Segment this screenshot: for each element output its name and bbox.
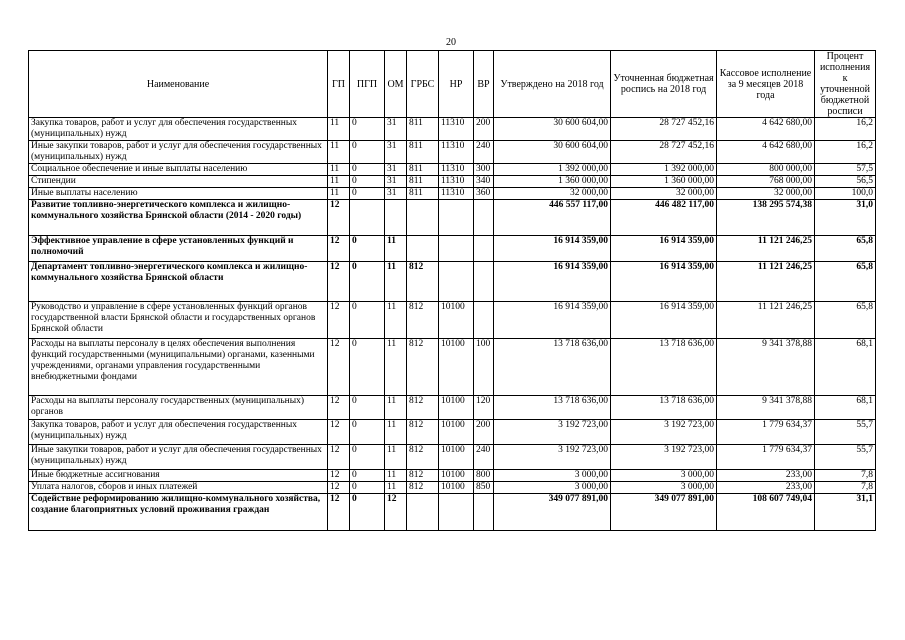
cell-name: Закупка товаров, работ и услуг для обеспечения государственных (муниципальных) нужд xyxy=(29,420,328,445)
cell-gp: 12 xyxy=(328,339,350,396)
cell-cash: 768 000,00 xyxy=(717,176,815,188)
cell-gp: 11 xyxy=(328,176,350,188)
cell-approved: 1 392 000,00 xyxy=(494,164,611,176)
col-header-name: Наименование xyxy=(29,51,328,118)
cell-percent: 68,1 xyxy=(815,339,876,396)
cell-refined: 446 482 117,00 xyxy=(611,200,717,236)
cell-pgp: 0 xyxy=(350,302,385,339)
cell-pgp: 0 xyxy=(350,396,385,420)
cell-name: Расходы на выплаты персоналу в целях обеспечения выполнения функций государственными (муниципальными) органами, казенными учреждениями, органами управления государственными внебюджетными фондами xyxy=(29,339,328,396)
cell-gp: 12 xyxy=(328,236,350,262)
cell-pgp: 0 xyxy=(350,236,385,262)
cell-pgp: 0 xyxy=(350,470,385,482)
cell-pgp: 0 xyxy=(350,420,385,445)
cell-refined: 32 000,00 xyxy=(611,188,717,200)
table-row xyxy=(29,302,876,339)
cell-gp: 11 xyxy=(328,188,350,200)
col-header-refined: Уточненная бюджетная роспись на 2018 год xyxy=(611,51,717,118)
cell-pgp: 0 xyxy=(350,141,385,164)
cell-approved: 13 718 636,00 xyxy=(494,339,611,396)
cell-name: Руководство и управление в сфере установленных функций органов государственной власти Брянской области и государственных органов Брянской области xyxy=(29,302,328,339)
cell-percent: 100,0 xyxy=(815,188,876,200)
table-body xyxy=(29,118,876,531)
cell-percent: 55,7 xyxy=(815,420,876,445)
table-row xyxy=(29,176,876,188)
cell-cash: 11 121 246,25 xyxy=(717,262,815,302)
col-header-om: ОМ xyxy=(385,51,407,118)
cell-nr: 11310 xyxy=(439,176,474,188)
cell-percent: 31,1 xyxy=(815,494,876,531)
table-row xyxy=(29,445,876,470)
cell-percent: 16,2 xyxy=(815,141,876,164)
cell-cash: 800 000,00 xyxy=(717,164,815,176)
cell-name: Содействие реформированию жилищно-коммунального хозяйства, создание благоприятных условий проживания граждан xyxy=(29,494,328,531)
cell-name: Закупка товаров, работ и услуг для обеспечения государственных (муниципальных) нужд xyxy=(29,118,328,141)
col-header-approved: Утверждено на 2018 год xyxy=(494,51,611,118)
cell-grbs: 812 xyxy=(407,302,439,339)
cell-cash: 233,00 xyxy=(717,470,815,482)
cell-refined: 3 192 723,00 xyxy=(611,420,717,445)
cell-cash: 4 642 680,00 xyxy=(717,141,815,164)
cell-pgp: 0 xyxy=(350,176,385,188)
cell-grbs: 812 xyxy=(407,470,439,482)
cell-vr xyxy=(474,302,494,339)
cell-cash: 1 779 634,37 xyxy=(717,420,815,445)
cell-nr: 10100 xyxy=(439,420,474,445)
cell-nr: 10100 xyxy=(439,339,474,396)
col-header-vr: ВР xyxy=(474,51,494,118)
cell-cash: 4 642 680,00 xyxy=(717,118,815,141)
cell-percent: 65,8 xyxy=(815,302,876,339)
cell-nr xyxy=(439,236,474,262)
cell-percent: 57,5 xyxy=(815,164,876,176)
cell-percent: 31,0 xyxy=(815,200,876,236)
cell-approved: 3 192 723,00 xyxy=(494,420,611,445)
cell-nr: 11310 xyxy=(439,164,474,176)
col-header-gp: ГП xyxy=(328,51,350,118)
cell-vr xyxy=(474,200,494,236)
cell-refined: 16 914 359,00 xyxy=(611,262,717,302)
cell-om: 11 xyxy=(385,262,407,302)
cell-vr: 360 xyxy=(474,188,494,200)
cell-cash: 9 341 378,88 xyxy=(717,396,815,420)
cell-om: 11 xyxy=(385,236,407,262)
cell-vr xyxy=(474,494,494,531)
cell-cash: 1 779 634,37 xyxy=(717,445,815,470)
cell-approved: 32 000,00 xyxy=(494,188,611,200)
cell-vr: 240 xyxy=(474,141,494,164)
cell-grbs: 812 xyxy=(407,482,439,494)
table-row xyxy=(29,470,876,482)
cell-nr: 11310 xyxy=(439,188,474,200)
cell-name: Расходы на выплаты персоналу государственных (муниципальных) органов xyxy=(29,396,328,420)
cell-nr xyxy=(439,494,474,531)
cell-cash: 32 000,00 xyxy=(717,188,815,200)
cell-grbs: 812 xyxy=(407,445,439,470)
cell-cash: 233,00 xyxy=(717,482,815,494)
cell-om: 12 xyxy=(385,494,407,531)
cell-om: 11 xyxy=(385,302,407,339)
budget-table xyxy=(28,50,876,531)
table-row xyxy=(29,236,876,262)
cell-pgp: 0 xyxy=(350,164,385,176)
cell-approved: 13 718 636,00 xyxy=(494,396,611,420)
cell-om: 31 xyxy=(385,141,407,164)
cell-nr xyxy=(439,200,474,236)
cell-gp: 12 xyxy=(328,302,350,339)
table-row xyxy=(29,141,876,164)
cell-approved: 16 914 359,00 xyxy=(494,302,611,339)
cell-gp: 12 xyxy=(328,445,350,470)
cell-refined: 16 914 359,00 xyxy=(611,236,717,262)
col-header-cash: Кассовое исполнение за 9 месяцев 2018 года xyxy=(717,51,815,118)
col-header-grbs: ГРБС xyxy=(407,51,439,118)
cell-grbs: 812 xyxy=(407,262,439,302)
cell-name: Департамент топливно-энергетического комплекса и жилищно-коммунального хозяйства Брянской области xyxy=(29,262,328,302)
cell-gp: 12 xyxy=(328,482,350,494)
cell-cash: 9 341 378,88 xyxy=(717,339,815,396)
cell-grbs: 811 xyxy=(407,164,439,176)
cell-cash: 11 121 246,25 xyxy=(717,302,815,339)
cell-refined: 3 192 723,00 xyxy=(611,445,717,470)
cell-approved: 16 914 359,00 xyxy=(494,236,611,262)
cell-pgp: 0 xyxy=(350,188,385,200)
cell-pgp: 0 xyxy=(350,482,385,494)
cell-pgp: 0 xyxy=(350,339,385,396)
table-row xyxy=(29,420,876,445)
cell-refined: 16 914 359,00 xyxy=(611,302,717,339)
cell-gp: 12 xyxy=(328,470,350,482)
table-row xyxy=(29,200,876,236)
cell-gp: 12 xyxy=(328,420,350,445)
cell-approved: 30 600 604,00 xyxy=(494,118,611,141)
table-row xyxy=(29,482,876,494)
cell-refined: 13 718 636,00 xyxy=(611,339,717,396)
cell-pgp: 0 xyxy=(350,262,385,302)
cell-approved: 349 077 891,00 xyxy=(494,494,611,531)
cell-pgp: 0 xyxy=(350,494,385,531)
table-row xyxy=(29,494,876,531)
cell-name: Социальное обеспечение и иные выплаты населению xyxy=(29,164,328,176)
cell-approved: 16 914 359,00 xyxy=(494,262,611,302)
cell-cash: 138 295 574,38 xyxy=(717,200,815,236)
cell-name: Эффективное управление в сфере установленных функций и полномочий xyxy=(29,236,328,262)
cell-vr: 200 xyxy=(474,118,494,141)
cell-gp: 12 xyxy=(328,262,350,302)
cell-percent: 65,8 xyxy=(815,236,876,262)
cell-vr: 850 xyxy=(474,482,494,494)
table-row xyxy=(29,118,876,141)
cell-vr xyxy=(474,236,494,262)
cell-vr: 240 xyxy=(474,445,494,470)
cell-grbs: 812 xyxy=(407,420,439,445)
cell-gp: 11 xyxy=(328,141,350,164)
cell-om: 11 xyxy=(385,445,407,470)
cell-grbs xyxy=(407,494,439,531)
cell-percent: 68,1 xyxy=(815,396,876,420)
cell-nr: 10100 xyxy=(439,470,474,482)
cell-refined: 13 718 636,00 xyxy=(611,396,717,420)
cell-refined: 3 000,00 xyxy=(611,470,717,482)
cell-grbs xyxy=(407,236,439,262)
cell-pgp xyxy=(350,200,385,236)
cell-grbs: 811 xyxy=(407,141,439,164)
cell-nr xyxy=(439,262,474,302)
table-row xyxy=(29,164,876,176)
cell-percent: 56,5 xyxy=(815,176,876,188)
cell-refined: 28 727 452,16 xyxy=(611,141,717,164)
cell-refined: 349 077 891,00 xyxy=(611,494,717,531)
cell-vr: 120 xyxy=(474,396,494,420)
cell-name: Иные бюджетные ассигнования xyxy=(29,470,328,482)
cell-approved: 3 192 723,00 xyxy=(494,445,611,470)
table-row xyxy=(29,262,876,302)
cell-om: 31 xyxy=(385,188,407,200)
cell-vr: 200 xyxy=(474,420,494,445)
cell-pgp: 0 xyxy=(350,445,385,470)
cell-nr: 10100 xyxy=(439,445,474,470)
cell-refined: 1 360 000,00 xyxy=(611,176,717,188)
table-row xyxy=(29,396,876,420)
cell-gp: 12 xyxy=(328,494,350,531)
cell-percent: 65,8 xyxy=(815,262,876,302)
cell-grbs: 812 xyxy=(407,339,439,396)
cell-nr: 10100 xyxy=(439,396,474,420)
cell-name: Иные закупки товаров, работ и услуг для обеспечения государственных (муниципальных) нужд xyxy=(29,141,328,164)
cell-percent: 16,2 xyxy=(815,118,876,141)
cell-name: Иные закупки товаров, работ и услуг для обеспечения государственных (муниципальных) нужд xyxy=(29,445,328,470)
cell-om: 11 xyxy=(385,482,407,494)
cell-pgp: 0 xyxy=(350,118,385,141)
cell-nr: 10100 xyxy=(439,302,474,339)
cell-grbs: 811 xyxy=(407,176,439,188)
col-header-pgp: ПГП xyxy=(350,51,385,118)
cell-name: Стипендии xyxy=(29,176,328,188)
cell-gp: 11 xyxy=(328,164,350,176)
cell-grbs: 811 xyxy=(407,118,439,141)
cell-approved: 30 600 604,00 xyxy=(494,141,611,164)
cell-vr: 300 xyxy=(474,164,494,176)
cell-approved: 3 000,00 xyxy=(494,470,611,482)
cell-refined: 28 727 452,16 xyxy=(611,118,717,141)
table-header-row xyxy=(29,51,876,118)
cell-approved: 446 557 117,00 xyxy=(494,200,611,236)
cell-nr: 10100 xyxy=(439,482,474,494)
cell-name: Уплата налогов, сборов и иных платежей xyxy=(29,482,328,494)
cell-percent: 55,7 xyxy=(815,445,876,470)
cell-grbs: 811 xyxy=(407,188,439,200)
cell-gp: 12 xyxy=(328,396,350,420)
page-number: 20 xyxy=(446,37,456,48)
cell-percent: 7,8 xyxy=(815,470,876,482)
cell-nr: 11310 xyxy=(439,141,474,164)
cell-approved: 3 000,00 xyxy=(494,482,611,494)
cell-om: 31 xyxy=(385,164,407,176)
cell-vr: 100 xyxy=(474,339,494,396)
cell-vr: 340 xyxy=(474,176,494,188)
cell-grbs: 812 xyxy=(407,396,439,420)
cell-om xyxy=(385,200,407,236)
cell-om: 11 xyxy=(385,470,407,482)
cell-om: 11 xyxy=(385,339,407,396)
cell-om: 11 xyxy=(385,396,407,420)
cell-refined: 3 000,00 xyxy=(611,482,717,494)
cell-om: 11 xyxy=(385,420,407,445)
cell-nr: 11310 xyxy=(439,118,474,141)
cell-om: 31 xyxy=(385,176,407,188)
col-header-percent: Процент исполнения к уточненной бюджетной росписи xyxy=(815,51,876,118)
cell-cash: 11 121 246,25 xyxy=(717,236,815,262)
cell-percent: 7,8 xyxy=(815,482,876,494)
cell-refined: 1 392 000,00 xyxy=(611,164,717,176)
cell-name: Иные выплаты населению xyxy=(29,188,328,200)
cell-grbs xyxy=(407,200,439,236)
cell-gp: 12 xyxy=(328,200,350,236)
table-row xyxy=(29,188,876,200)
cell-cash: 108 607 749,04 xyxy=(717,494,815,531)
cell-name: Развитие топливно-энергетического комплекса и жилищно-коммунального хозяйства Брянской области (2014 - 2020 годы) xyxy=(29,200,328,236)
cell-om: 31 xyxy=(385,118,407,141)
cell-vr xyxy=(474,262,494,302)
cell-approved: 1 360 000,00 xyxy=(494,176,611,188)
table-row xyxy=(29,339,876,396)
cell-gp: 11 xyxy=(328,118,350,141)
col-header-nr: НР xyxy=(439,51,474,118)
cell-vr: 800 xyxy=(474,470,494,482)
